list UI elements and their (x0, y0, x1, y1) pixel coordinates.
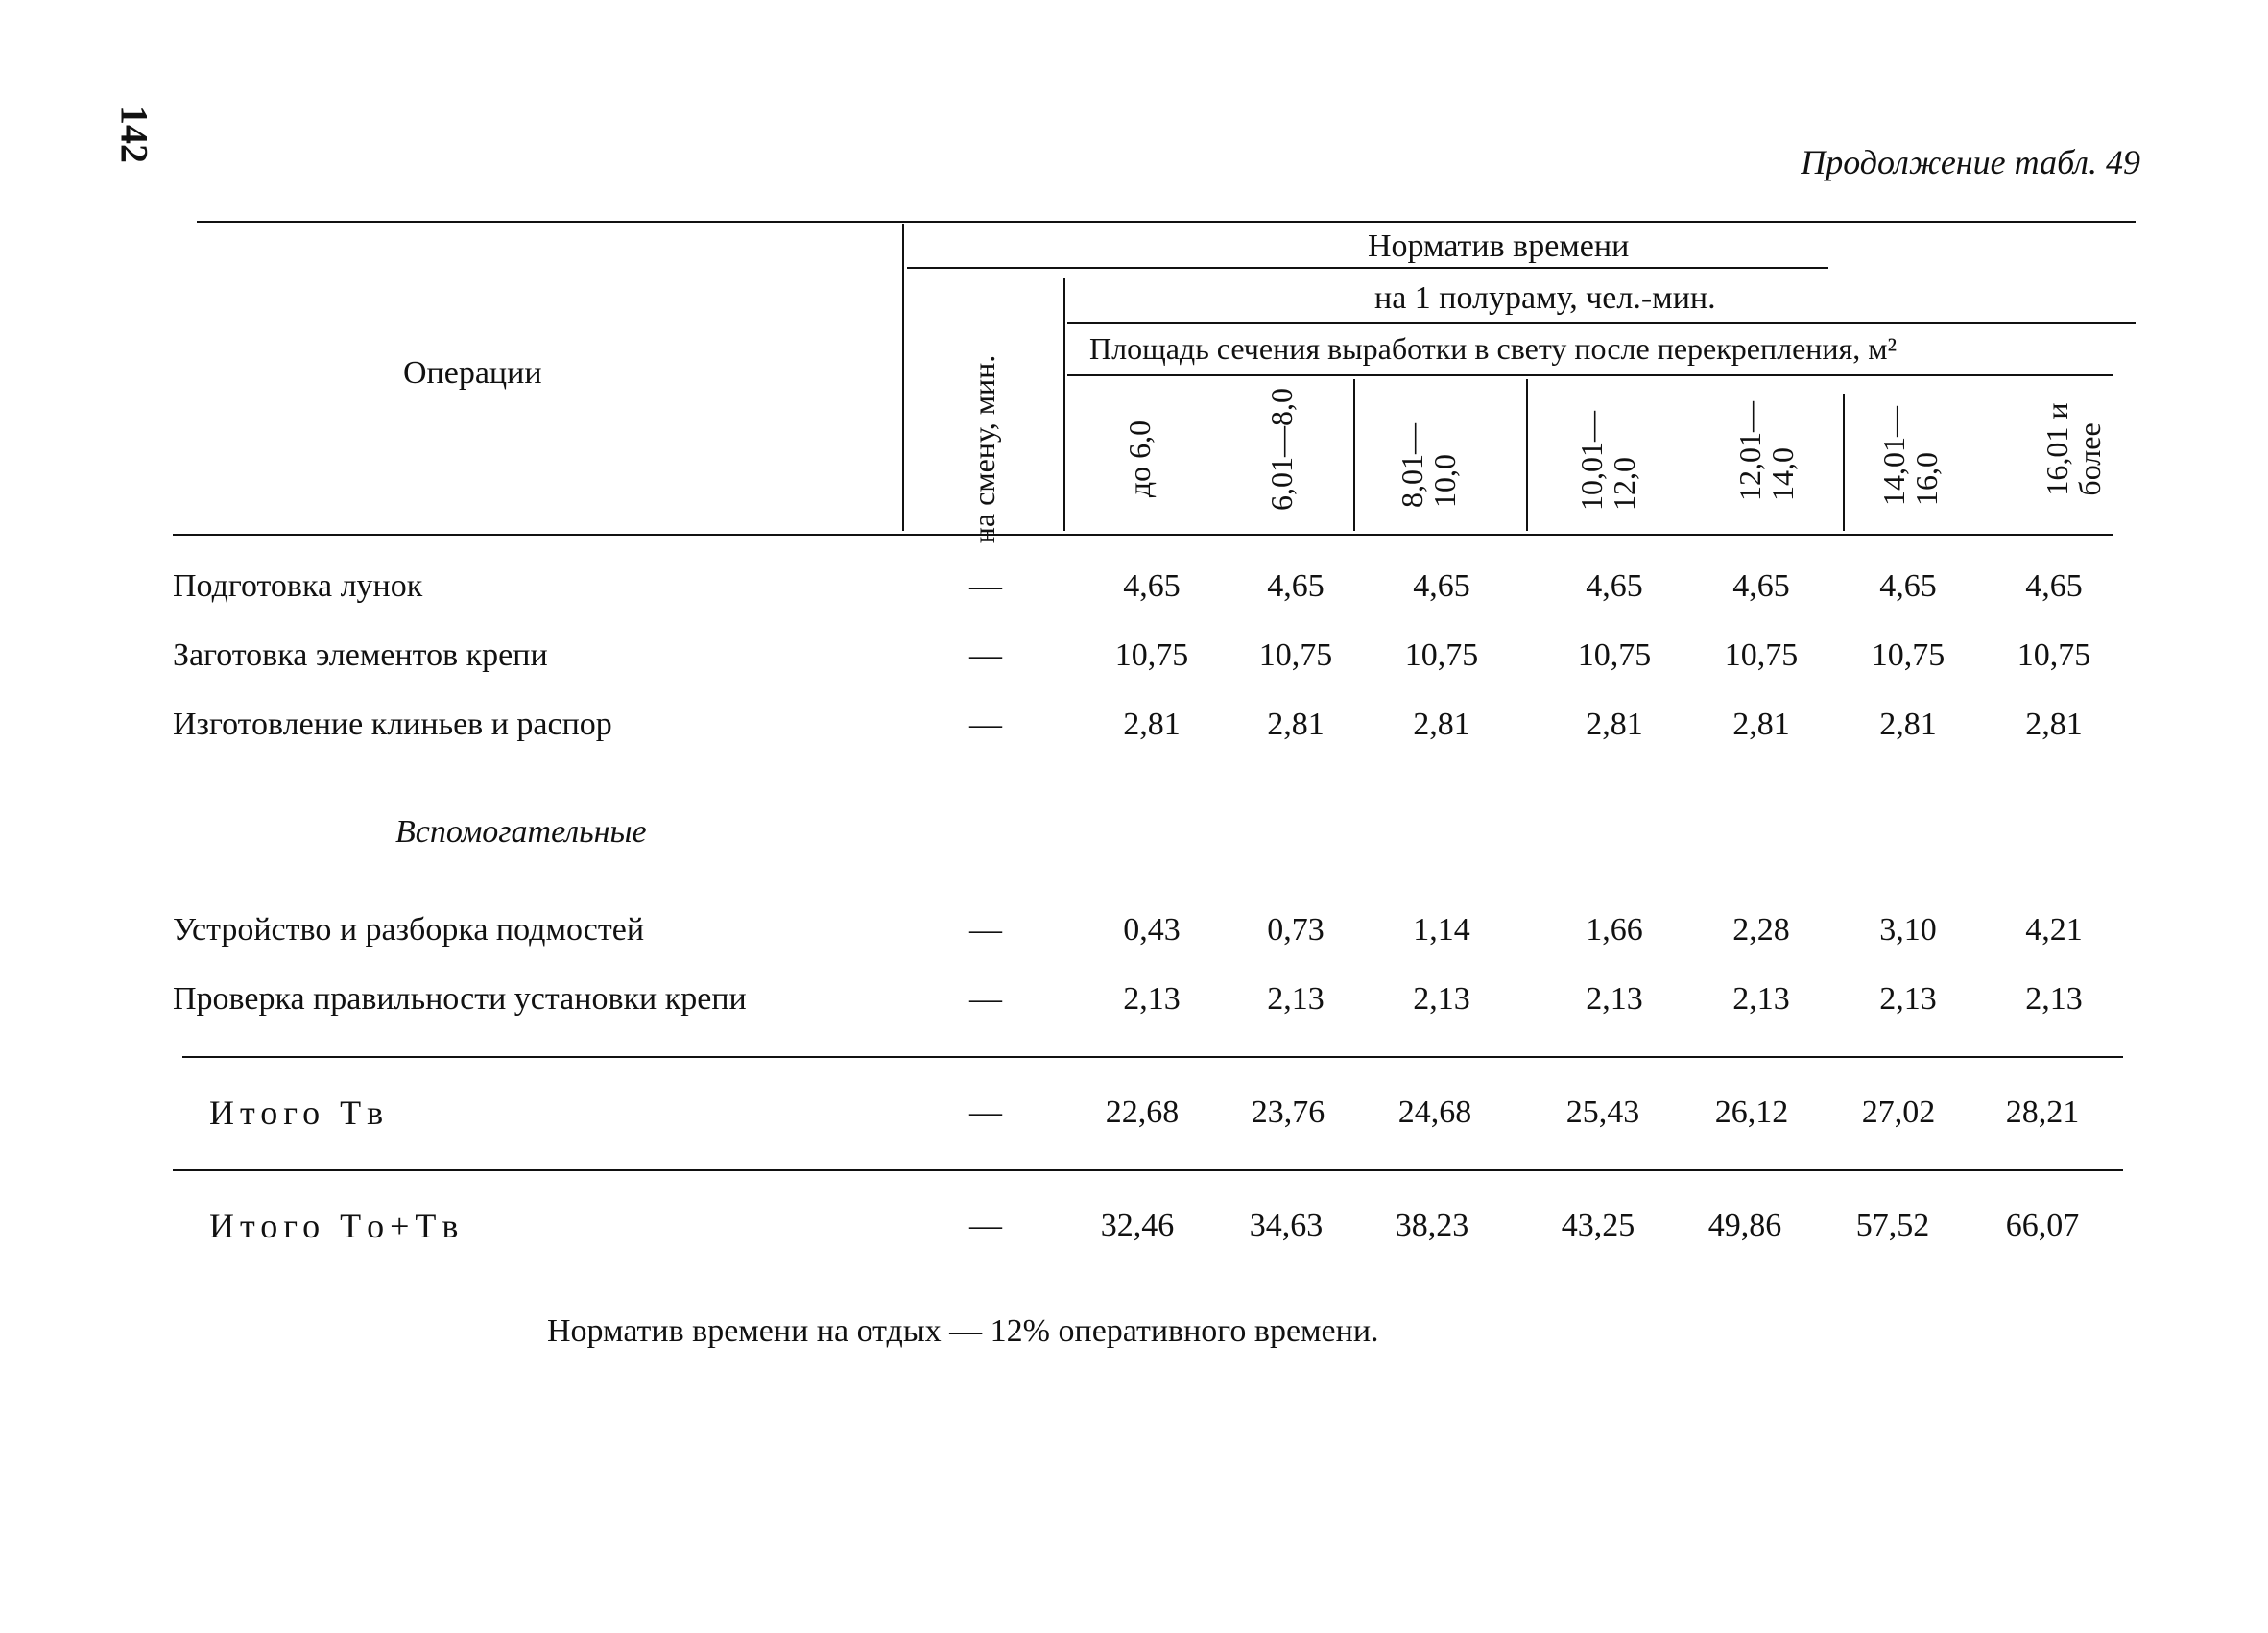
cell: 3,10 (1879, 912, 1937, 948)
cell: 2,81 (1413, 707, 1470, 742)
page-number: 142 (112, 106, 156, 163)
col-divider-3 (1843, 394, 1845, 531)
cell: 4,65 (1586, 568, 1643, 604)
cell: 10,75 (2017, 637, 2091, 673)
cell-shift: — (969, 912, 1002, 948)
cell: 27,02 (1861, 1094, 1936, 1130)
section-title: Вспомогательные (395, 814, 647, 850)
cell: 4,65 (2025, 568, 2083, 604)
row-label: Устройство и разборка подмостей (173, 912, 645, 948)
per-shift-header: на смену, мин. (967, 354, 1001, 544)
cell: 4,21 (2025, 912, 2083, 948)
cell: 4,65 (1267, 568, 1325, 604)
area-col-header: 12,01— 14,0 (1732, 401, 1800, 501)
cell: 2,81 (1267, 707, 1325, 742)
cell: 2,13 (1879, 981, 1937, 1017)
col-divider-1 (1353, 379, 1355, 531)
cell: 66,07 (2005, 1208, 2080, 1243)
area-col-header: 6,01—8,0 (1264, 388, 1299, 511)
norm-time-header: Норматив времени (1368, 228, 1630, 264)
cell: 2,81 (1732, 707, 1790, 742)
cell: 10,75 (1724, 637, 1799, 673)
cell: 2,81 (2025, 707, 2083, 742)
cell-shift: — (969, 568, 1002, 604)
cell: 10,75 (1114, 637, 1189, 673)
shift-divider (1063, 278, 1065, 531)
cell: 23,76 (1251, 1094, 1325, 1130)
cell: 1,66 (1586, 912, 1643, 948)
cell: 10,75 (1871, 637, 1946, 673)
cell: 2,13 (1413, 981, 1470, 1017)
cell: 25,43 (1565, 1094, 1640, 1130)
cell: 2,13 (2025, 981, 2083, 1017)
cell-shift: — (969, 1094, 1002, 1130)
row-label: Проверка правильности установки крепи (173, 981, 747, 1017)
row-label: Подготовка лунок (173, 568, 423, 604)
cell: 2,13 (1586, 981, 1643, 1017)
header-bottom-rule (173, 534, 2113, 536)
cell: 2,13 (1123, 981, 1181, 1017)
cell: 28,21 (2005, 1094, 2080, 1130)
cell: 1,14 (1413, 912, 1470, 948)
header-divider (902, 224, 904, 531)
cell: 0,73 (1267, 912, 1325, 948)
cell: 24,68 (1397, 1094, 1472, 1130)
cell: 2,81 (1879, 707, 1937, 742)
cell: 38,23 (1395, 1208, 1469, 1243)
area-col-header: 10,01— 12,0 (1574, 411, 1641, 511)
cell: 4,65 (1123, 568, 1181, 604)
totals-rule-1 (182, 1056, 2123, 1058)
cell: 2,13 (1267, 981, 1325, 1017)
cell: 57,52 (1855, 1208, 1930, 1243)
norm-rule (907, 267, 1828, 269)
cell: 2,81 (1586, 707, 1643, 742)
area-col-header: 8,01— 10,0 (1395, 423, 1462, 508)
cell: 34,63 (1249, 1208, 1324, 1243)
halfframe-header: на 1 полураму, чел.-мин. (1374, 280, 1716, 316)
cell: 43,25 (1561, 1208, 1635, 1243)
cell-shift: — (969, 981, 1002, 1017)
col-divider-2 (1526, 379, 1528, 531)
table-top-rule (197, 221, 2136, 223)
area-col-header: 16,01 и более (2040, 402, 2107, 496)
cell: 4,65 (1732, 568, 1790, 604)
cell: 32,46 (1100, 1208, 1175, 1243)
cell-shift: — (969, 637, 1002, 673)
cell: 49,86 (1707, 1208, 1782, 1243)
footnote: Норматив времени на отдых — 12% оперативного времени. (547, 1313, 1379, 1349)
cell: 22,68 (1105, 1094, 1180, 1130)
cell: 2,28 (1732, 912, 1790, 948)
total-label: Итого Tв (209, 1093, 390, 1132)
row-label: Изготовление клиньев и распор (173, 707, 612, 742)
cell: 0,43 (1123, 912, 1181, 948)
cell: 4,65 (1879, 568, 1937, 604)
halfframe-rule (1067, 322, 2136, 324)
total-label: Итого Tо+Tв (209, 1207, 465, 1245)
area-col-header: 14,01— 16,0 (1876, 406, 1944, 506)
area-col-header: до 6,0 (1122, 420, 1157, 498)
cell-shift: — (969, 1208, 1002, 1243)
cell: 2,81 (1123, 707, 1181, 742)
totals-rule-2 (173, 1169, 2123, 1171)
cell: 10,75 (1577, 637, 1652, 673)
cell: 26,12 (1714, 1094, 1789, 1130)
table-continuation-caption: Продолжение табл. 49 (1801, 143, 2140, 181)
operations-header: Операции (403, 355, 542, 391)
cell-shift: — (969, 707, 1002, 742)
area-header: Площадь сечения выработки в свету после перекрепления, м² (1089, 331, 1898, 366)
cell: 10,75 (1258, 637, 1333, 673)
area-rule (1067, 374, 2113, 376)
row-label: Заготовка элементов крепи (173, 637, 548, 673)
cell: 10,75 (1404, 637, 1479, 673)
cell: 4,65 (1413, 568, 1470, 604)
cell: 2,13 (1732, 981, 1790, 1017)
